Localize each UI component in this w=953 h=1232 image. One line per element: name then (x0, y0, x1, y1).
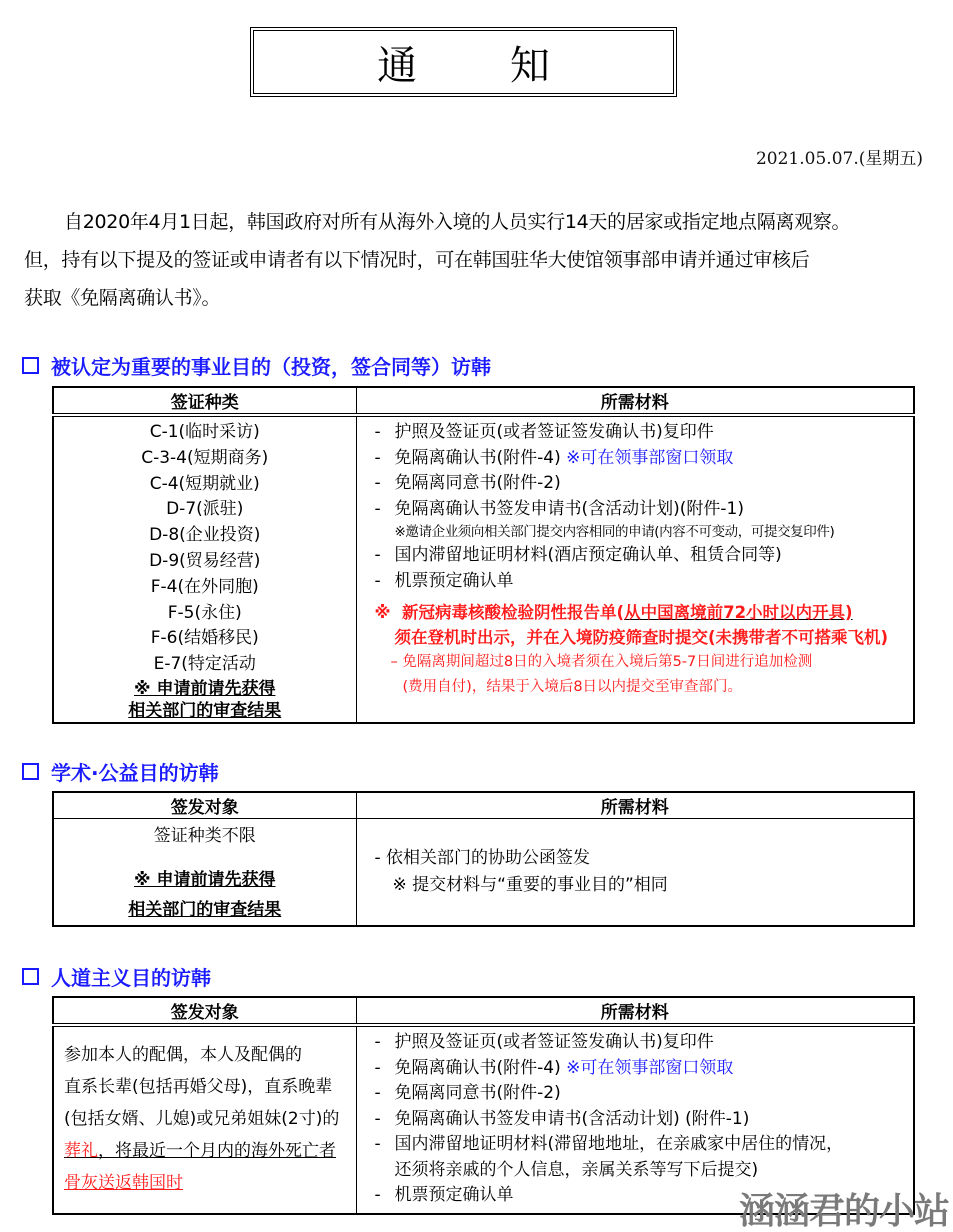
header-issue-target: 签发对象 (53, 792, 356, 819)
checkbox-square-icon (22, 763, 39, 780)
intro-line-2: 但，持有以下提及的签证或申请者有以下情况时，可在韩国驻华大使馆领事部申请并通过审核后 (24, 249, 810, 271)
target-line: 参加本人的配偶，本人及配偶的 (64, 1045, 302, 1065)
material-item: - 机票预定确认单 (374, 570, 514, 591)
material-item: - 依相关部门的协助公函签发 (374, 848, 591, 868)
intro-paragraph (24, 203, 929, 317)
covid-test-note-line-2: 须在登机时出示，并在入境防疫筛查时提交(未携带者不可搭乘飞机) (394, 628, 889, 647)
section-humanitarian-title-text: 人道主义目的访韩 (51, 966, 211, 990)
material-item: - 护照及签证页(或者签证签发确认书)复印件 (374, 1032, 714, 1052)
table-row (53, 1025, 914, 1214)
target-line: (包括女婿、儿媳)或兄弟姐妹(2寸)的 (64, 1109, 340, 1129)
material-item: - 免隔离确认书(附件-4) ※可在领事部窗口领取 (374, 447, 734, 468)
intro-line-3: 获取《免隔离确认书》。 (24, 287, 221, 309)
table-header-row (53, 387, 914, 415)
notice-title: 通 知 (377, 42, 590, 89)
visa-item: F-4(在外同胞) (150, 576, 259, 597)
header-required-materials: 所需材料 (356, 792, 914, 819)
visa-item: C-4(短期就业) (149, 473, 260, 494)
material-item: - 免隔离确认书签发申请书(含活动计划)(附件-1) (374, 498, 744, 519)
material-item: - 免隔离同意书(附件-2) (374, 473, 561, 493)
additional-test-note-line-1: – 免隔离期间超过8日的入境者须在入境后第5-7日间进行追加检测 (390, 654, 813, 670)
header-required-materials: 所需材料 (356, 387, 914, 415)
notice-date: 2021.05.07.(星期五) (755, 149, 923, 169)
review-note-line-1: ※ 申请前请先获得 (134, 870, 276, 890)
visa-unlimited: 签证种类不限 (153, 826, 256, 846)
visa-item: C-1(临时采访) (149, 422, 260, 442)
reference-mark-icon: ※ (374, 603, 391, 622)
humanitarian-table (52, 996, 915, 1215)
review-note-line-1: ※ 申请前请先获得 (134, 678, 276, 699)
material-item: - 机票预定确认单 (374, 1185, 514, 1205)
visa-item: E-7(特定活动 (153, 654, 256, 675)
visa-type-cell (53, 415, 356, 723)
review-note-line-2: 相关部门的审查结果 (128, 900, 282, 920)
review-note-line-2: 相关部门的审查结果 (128, 700, 282, 721)
academic-table (52, 791, 915, 927)
issue-target-cell (53, 819, 356, 927)
visa-item: D-7(派驻) (166, 499, 244, 520)
material-note: ※ 提交材料与“重要的事业目的”相同 (392, 875, 668, 895)
materials-cell (356, 1025, 914, 1214)
material-item: - 护照及签证页(或者签证签发确认书)复印件 (374, 422, 714, 442)
business-visa-table (52, 386, 915, 724)
section-academic-title (22, 757, 219, 786)
section-academic-title-text: 学术·公益目的访韩 (51, 761, 219, 785)
material-item: - 免隔离确认书签发申请书(含活动计划) (附件-1) (374, 1108, 750, 1129)
table-header-row (53, 792, 914, 819)
materials-cell (356, 415, 914, 723)
visa-item: F-5(永住) (167, 602, 242, 623)
consulate-window-note: ※可在领事部窗口领取 (566, 1057, 734, 1078)
covid-test-note-line-1: ※ 新冠病毒核酸检验阴性报告单(从中国离境前72小时以内开具) (374, 603, 853, 622)
consulate-window-note: ※可在领事部窗口领取 (566, 447, 734, 468)
funeral-highlight: 葬礼 (64, 1141, 98, 1161)
section-business-title (22, 351, 491, 380)
header-required-materials: 所需材料 (356, 997, 914, 1025)
checkbox-square-icon (22, 968, 39, 985)
table-row (53, 415, 914, 723)
intro-line-1: 自2020年4月1日起，韩国政府对所有从海外入境的人员实行14天的居家或指定地点隔离观察。 (64, 211, 851, 233)
material-item: - 免隔离同意书(附件-2) (374, 1083, 561, 1103)
section-business-title-text: 被认定为重要的事业目的（投资，签合同等）访韩 (51, 355, 491, 379)
material-sub-note: ※邀请企业须向相关部门提交内容相同的申请(内容不可变动，可提交复印件) (394, 524, 835, 540)
visa-item: F-6(结婚移民) (150, 628, 259, 649)
notice-title-box (250, 27, 677, 97)
checkbox-square-icon (22, 357, 39, 374)
visa-item: C-3-4(短期商务) (141, 447, 269, 468)
header-issue-target: 签发对象 (53, 997, 356, 1025)
materials-cell (356, 819, 914, 927)
target-line: 直系长辈(包括再婚父母)，直系晚辈 (64, 1077, 333, 1097)
visa-item: D-9(贸易经营) (149, 550, 261, 571)
material-item: - 国内滞留地证明材料(滞留地地址，在亲戚家中居住的情况， (374, 1134, 844, 1154)
issue-target-cell (53, 1025, 356, 1214)
target-line: 骨灰送返韩国时 (64, 1173, 183, 1193)
target-line: 葬礼，将最近一个月内的海外死亡者 (64, 1141, 336, 1161)
header-visa-type: 签证种类 (53, 387, 356, 415)
visa-item: D-8(企业投资) (149, 525, 261, 546)
material-item: - 免隔离确认书(附件-4) ※可在领事部窗口领取 (374, 1057, 734, 1078)
section-humanitarian-title (22, 962, 211, 991)
table-row (53, 819, 914, 927)
additional-test-note-line-2: (费用自付)，结果于入境后8日以内提交至审查部门。 (402, 679, 743, 695)
material-item: - 国内滞留地证明材料(酒店预定确认单、租赁合同等) (374, 545, 782, 565)
material-item-continued: 还须将亲戚的个人信息，亲属关系等写下后提交) (394, 1159, 759, 1180)
table-header-row (53, 997, 914, 1025)
watermark: 涵涵君的小站 (738, 1191, 949, 1232)
